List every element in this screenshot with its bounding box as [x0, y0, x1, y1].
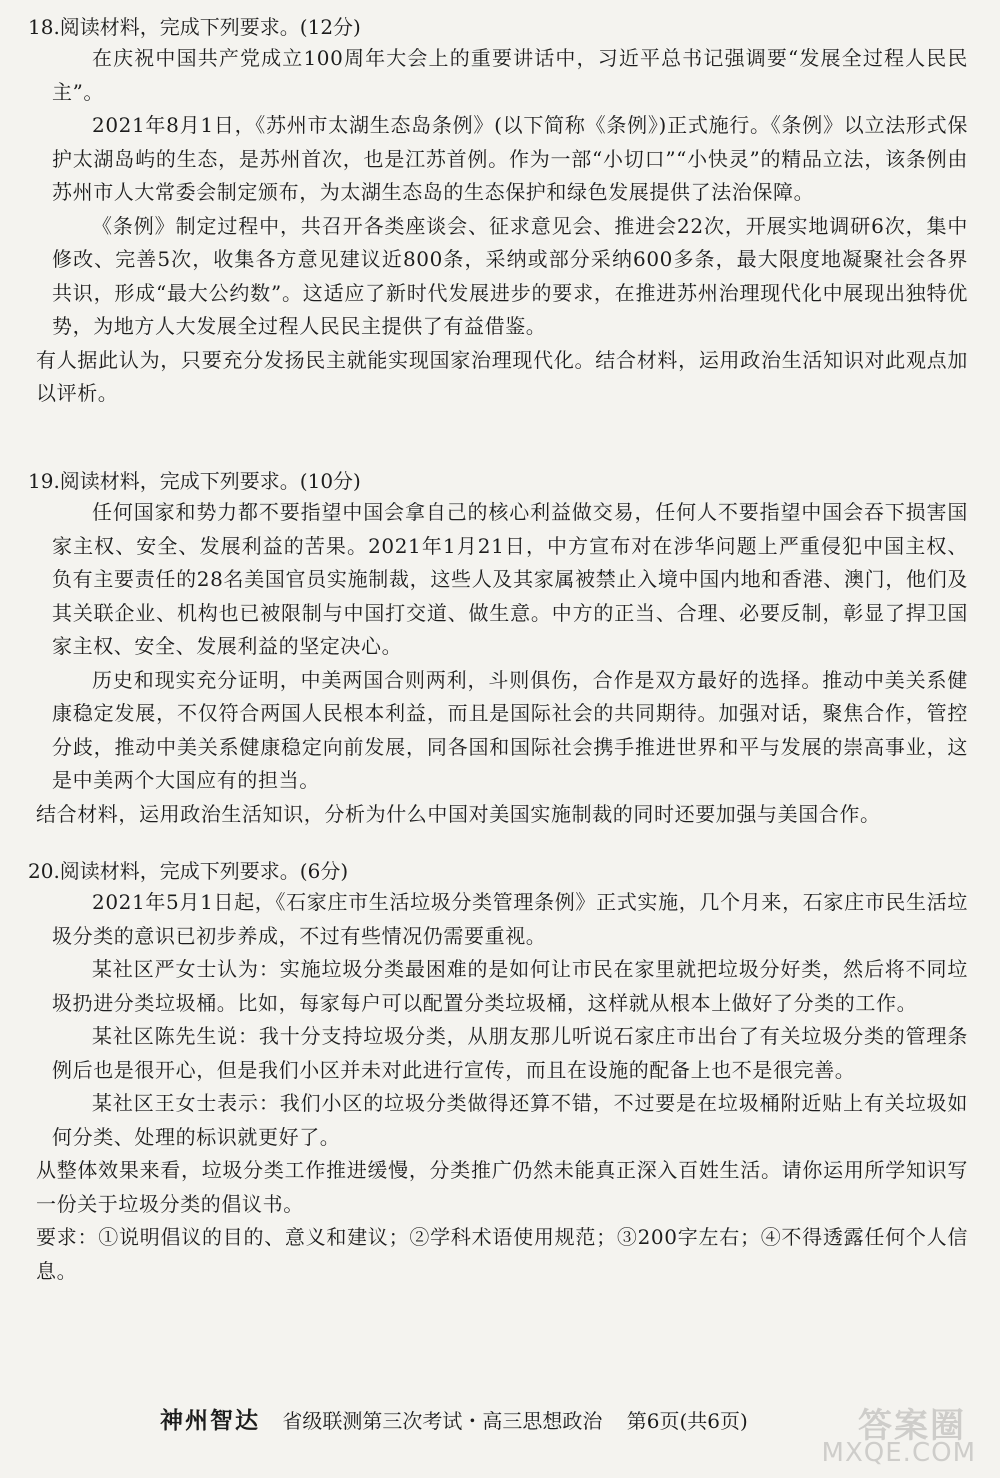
footer-brand: 神州智达 [160, 1407, 260, 1434]
q19-paragraph-1: 任何国家和势力都不要指望中国会拿自己的核心利益做交易，任何人不要指望中国会吞下损害国家主权、安全、发展利益的苦果。2021年1月21日，中方宣布对在涉华问题上严重侵犯中国主权、负有主要责任的28名美国官员实施制裁，这些人及其家属被禁止入境中国内地和香港、澳门，他们及其关联企业、机构也已被限制与中国打交道、做生意。中方的正当、合理、必要反制，彰显了捍卫国家主权、安全、发展利益的坚定决心。 [52, 500, 968, 658]
page-footer [160, 1402, 860, 1435]
watermark-url-text: MXQE.COM [821, 1438, 976, 1468]
question-18 [28, 12, 968, 411]
watermark-logo-text: 答案圈 [858, 1406, 966, 1446]
question-20-title: 20.阅读材料，完成下列要求。(6分) [28, 859, 349, 883]
q18-paragraph-2: 2021年8月1日，《苏州市太湖生态岛条例》(以下简称《条例》)正式施行。《条例》以立法形式保护太湖岛屿的生态，是苏州首次，也是江苏首例。作为一部“小切口”“小快灵”的精品立法，该条例由苏州市人大常委会制定颁布，为太湖生态岛的生态保护和绿色发展提供了法治保障。 [52, 113, 968, 204]
question-19-title: 19.阅读材料，完成下列要求。(10分) [28, 469, 361, 493]
question-19 [28, 466, 968, 831]
footer-exam-name: 省级联测第三次考试・高三思想政治 [282, 1409, 603, 1433]
q20-paragraph-4: 某社区王女士表示：我们小区的垃圾分类做得还算不错，不过要是在垃圾桶附近贴上有关垃圾如何分类、处理的标识就更好了。 [52, 1091, 968, 1149]
q20-requirements: 要求：①说明倡议的目的、意义和建议；②学科术语使用规范；③200字左右；④不得透露任何个人信息。 [36, 1225, 968, 1283]
q20-paragraph-1: 2021年5月1日起，《石家庄市生活垃圾分类管理条例》正式实施，几个月来，石家庄市民生活垃圾分类的意识已初步养成，不过有些情况仍需要重视。 [52, 890, 968, 948]
site-watermark [756, 1392, 986, 1472]
question-20 [28, 856, 968, 1288]
q18-paragraph-3: 《条例》制定过程中，共召开各类座谈会、征求意见会、推进会22次，开展实地调研6次，集中修改、完善5次，收集各方意见建议近800条，采纳或部分采纳600多条，最大限度地凝聚社会各界共识，形成“最大公约数”。这适应了新时代发展进步的要求，在推进苏州治理现代化中展现出独特优势，为地方人大发展全过程人民民主提供了有益借鉴。 [52, 213, 968, 338]
question-18-title: 18.阅读材料，完成下列要求。(12分) [28, 15, 361, 39]
footer-page-number: 第6页(共6页) [626, 1409, 748, 1433]
q18-paragraph-1: 在庆祝中国共产党成立100周年大会上的重要讲话中，习近平总书记强调要“发展全过程人民民主”。 [52, 46, 968, 104]
q20-paragraph-3: 某社区陈先生说：我十分支持垃圾分类，从朋友那儿听说石家庄市出台了有关垃圾分类的管理条例后也是很开心，但是我们小区并未对此进行宣传，而且在设施的配备上也不是很完善。 [52, 1024, 968, 1082]
q18-task: 有人据此认为，只要充分发扬民主就能实现国家治理现代化。结合材料，运用政治生活知识对此观点加以评析。 [36, 347, 968, 405]
q19-task: 结合材料，运用政治生活知识，分析为什么中国对美国实施制裁的同时还要加强与美国合作。 [36, 801, 881, 826]
q20-paragraph-2: 某社区严女士认为：实施垃圾分类最困难的是如何让市民在家里就把垃圾分好类，然后将不同垃圾扔进分类垃圾桶。比如，每家每户可以配置分类垃圾桶，这样就从根本上做好了分类的工作。 [52, 957, 968, 1015]
q20-task: 从整体效果来看，垃圾分类工作推进缓慢，分类推广仍然未能真正深入百姓生活。请你运用所学知识写一份关于垃圾分类的倡议书。 [36, 1158, 968, 1216]
q19-paragraph-2: 历史和现实充分证明，中美两国合则两利，斗则俱伤，合作是双方最好的选择。推动中美关系健康稳定发展，不仅符合两国人民根本利益，而且是国际社会的共同期待。加强对话，聚焦合作，管控分歧，推动中美关系健康稳定向前发展，同各国和国际社会携手推进世界和平与发展的崇高事业，这是中美两个大国应有的担当。 [52, 667, 968, 792]
